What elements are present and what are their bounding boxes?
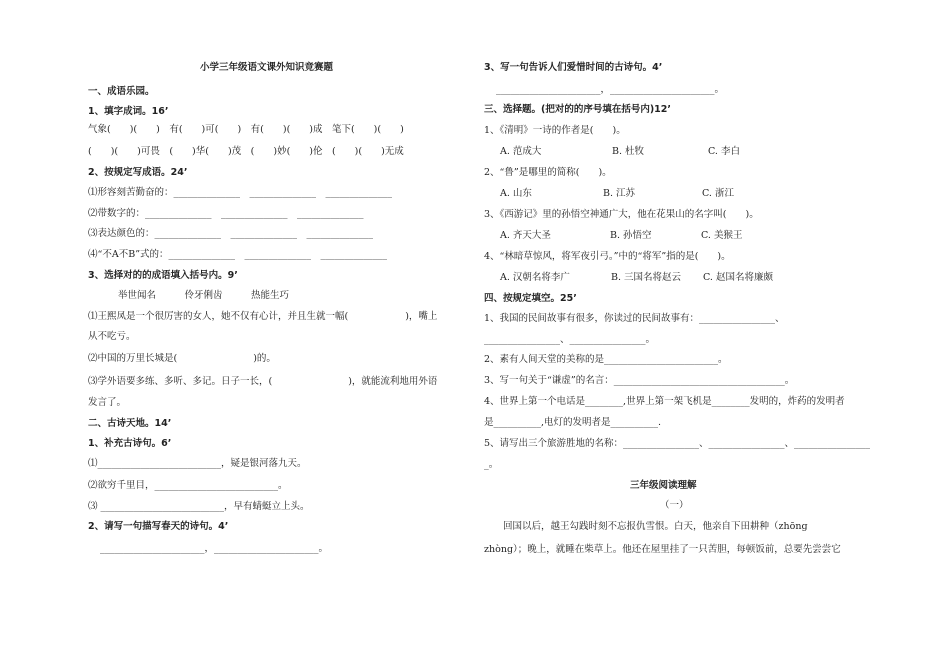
choose-idioms-q2: ⑵中国的万里长城是( )的。 (88, 353, 276, 364)
spring-poem-answer-line: ______________________，______________________。 (100, 543, 329, 554)
choice-q1-option-a: A. 范成大 (500, 146, 542, 157)
choice-q2-option-a: A. 山东 (500, 188, 532, 199)
choice-q1-option-b: B. 杜牧 (612, 146, 645, 157)
complete-poem-line-2: ⑵欲穷千里目，__________________________。 (88, 480, 288, 491)
choice-q3-option-a: A. 齐天大圣 (500, 230, 551, 241)
time-poem-answer-line: ______________________，______________________。 (496, 84, 725, 95)
fill-q1-line-1: 1、我国的民间故事有很多，你读过的民间故事有：________________、 (484, 313, 785, 324)
q-complete-poems-heading: 1、补充古诗句。6’ (88, 438, 172, 449)
choice-q4-option-a: A. 汉朝名将李广 (500, 272, 570, 283)
q-fill-words-heading: 1、填字成词。16’ (88, 106, 169, 117)
choice-q1-options (500, 146, 740, 158)
choice-q4-option-b: B. 三国名将赵云 (611, 272, 682, 283)
choice-q3-option-c: C. 美猴王 (701, 230, 743, 241)
choice-q1: 1、《清明》一诗的作者是( )。 (484, 125, 626, 136)
choice-q2: 2、“鲁”是哪里的简称( )。 (484, 167, 612, 178)
reading-paragraph-line-1: 回国以后，越王勾践时刻不忘报仇雪恨。白天，他亲自下田耕种（zhōng (484, 521, 808, 532)
complete-poem-line-3: ⑶ __________________________，早有蜻蜓立上头。 (88, 501, 310, 512)
section-fill-blanks-heading: 四、按规定填空。25’ (484, 293, 577, 304)
choice-q4-option-c: C. 赵国名将廉颇 (703, 272, 773, 283)
write-idioms-line-1: ⑴形容刻苦勤奋的：______________ ______________ ______________ (88, 187, 393, 198)
write-idioms-line-3: ⑶表达颜色的：______________ ______________ ______________ (88, 228, 374, 239)
idiom-options: 举世闻名 伶牙俐齿 热能生巧 (118, 290, 290, 301)
section-choice-heading: 三、选择题。(把对的的序号填在括号内)12’ (484, 104, 672, 115)
section-idioms-heading: 一、成语乐园。 (88, 86, 155, 97)
reading-section-number: （一） (660, 500, 689, 511)
write-idioms-line-2: ⑵带数字的：______________ ______________ ______________ (88, 208, 364, 219)
choice-q3: 3、《西游记》里的孙悟空神通广大，他在花果山的名字叫( )。 (484, 209, 759, 220)
write-idioms-line-4: ⑷“不A不B”式的：______________ ______________ ______________ (88, 249, 388, 260)
choice-q2-option-c: C. 浙江 (702, 188, 734, 199)
choice-q2-options (500, 188, 734, 200)
choice-q4-options (500, 272, 773, 284)
fill-q5-line-1: 5、请写出三个旅游胜地的名称：________________、________________、________________ (484, 438, 871, 449)
reading-title: 三年级阅读理解 (630, 480, 697, 491)
fill-words-line-2: ( )( )可畏 ( )华( )茂 ( )妙( )伦 ( )( )无成 (88, 146, 404, 157)
reading-paragraph-line-2: zhòng）；晚上，就睡在柴草上。他还在屋里挂了一只苦胆，每顿饭前，总要先尝尝它 (484, 544, 841, 555)
choice-q3-options (500, 230, 742, 242)
choose-idioms-q1-line-2: 从不吃亏。 (88, 331, 136, 342)
choose-idioms-q3-line-2: 发言了。 (88, 397, 127, 408)
choice-q3-option-b: B. 孙悟空 (610, 230, 652, 241)
complete-poem-line-1: ⑴__________________________，疑是银河落九天。 (88, 458, 307, 469)
section-poems-heading: 二、古诗天地。14’ (88, 418, 172, 429)
fill-q5-line-2: _。 (484, 459, 499, 470)
q-spring-poem-heading: 2、请写一句描写春天的诗句。4’ (88, 521, 229, 532)
fill-q2: 2、素有人间天堂的美称的是________________________。 (484, 354, 728, 365)
fill-q1-line-2: ________________、________________。 (484, 334, 656, 345)
fill-q4-line-2: 是__________,电灯的发明者是__________. (484, 417, 662, 428)
exam-title: 小学三年级语文课外知识竞赛题 (200, 62, 334, 73)
q-write-idioms-heading: 2、按规定写成语。24’ (88, 167, 188, 178)
fill-words-line-1: 气象( )( ) 有( )可( ) 有( )( )成 笔下( )( ) (88, 124, 404, 135)
q-choose-idioms-heading: 3、选择对的的成语填入括号内。9’ (88, 270, 238, 281)
choose-idioms-q1-line-1: ⑴王熙凤是一个很厉害的女人，她不仅有心计，并且生就一幅( )，嘴上 (88, 311, 438, 322)
choose-idioms-q3-line-1: ⑶学外语要多练、多听、多记。日子一长，( )，就能流利地用外语 (88, 376, 438, 387)
q-time-poem-heading: 3、写一句告诉人们爱惜时间的古诗句。4’ (484, 62, 663, 73)
choice-q1-option-c: C. 李白 (708, 146, 740, 157)
fill-q3: 3、写一句关于“谦虚”的名言：____________________________________。 (484, 375, 795, 386)
fill-q4-line-1: 4、世界上第一个电话是________,世界上第一架飞机是________发明的，炸药的发明者 (484, 396, 845, 407)
choice-q2-option-b: B. 江苏 (603, 188, 636, 199)
choice-q4: 4、“林暗草惊风，将军夜引弓。”中的“将军”指的是( )。 (484, 251, 731, 262)
